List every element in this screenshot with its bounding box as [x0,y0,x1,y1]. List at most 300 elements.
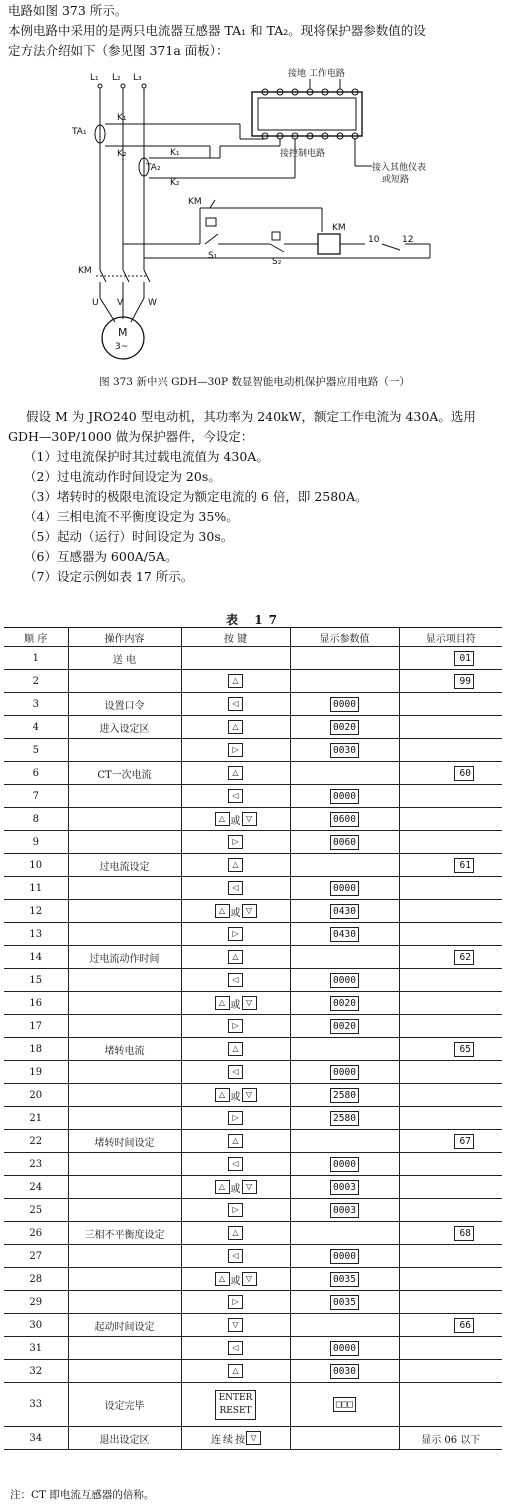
table-row [4,1383,502,1427]
up-arrow-key-icon: △ [228,1226,243,1240]
cell-display-value [290,1314,399,1337]
table-row [4,762,502,785]
key-text: 或 [230,999,241,1011]
display-symbol-box: 67 [454,1134,474,1149]
cell-display-value [290,693,399,716]
label-other: 接入其他仪表 [372,163,427,173]
cell-order: 21 [4,1107,68,1130]
table-row [4,1314,502,1337]
down-arrow-key-icon: ▽ [242,1088,257,1102]
cell-operation [68,1291,181,1314]
label-l3: L₃ [133,73,142,83]
cell-display-symbol [399,946,502,969]
cell-key [181,1222,290,1245]
cell-order: 10 [4,854,68,877]
cell-key [181,1038,290,1061]
settings-list-item: （5）起动（运行）时间设定为 30s。 [24,529,234,544]
up-arrow-key-icon: △ [215,812,230,826]
table-row [4,785,502,808]
label-km-main: KM [78,266,92,276]
cell-display-value [290,1360,399,1383]
cell-operation: 过电流动作时间 [68,946,181,969]
key-text: 或 [230,907,241,919]
label-l1: L₁ [90,73,99,83]
table-row [4,1222,502,1245]
cell-display-symbol [399,670,502,693]
display-value-box: 2580 [330,1111,359,1126]
table-row [4,854,502,877]
settings-list-item: （3）堵转时的极限电流设定为额定电流的 6 倍，即 2580A。 [24,489,368,504]
table-row [4,946,502,969]
cell-key [181,1360,290,1383]
cell-display-value [290,1107,399,1130]
table-row [4,877,502,900]
display-symbol-box: 68 [454,1226,474,1241]
display-value-box: 0000 [330,881,359,896]
cell-key [181,1153,290,1176]
table-row [4,900,502,923]
label-k2a: K₂ [117,149,127,159]
display-value-box: 0000 [330,1157,359,1172]
table-row [4,1360,502,1383]
cell-key [181,1107,290,1130]
cell-display-value [290,1015,399,1038]
cell-operation: 设定完毕 [68,1383,181,1427]
label-terminal-12: 12 [402,235,414,245]
table-row [4,1130,502,1153]
cell-order: 23 [4,1153,68,1176]
cell-key [181,877,290,900]
cell-display-symbol [399,647,502,670]
cell-order: 26 [4,1222,68,1245]
cell-order: 2 [4,670,68,693]
cell-display-symbol [399,1383,502,1427]
cell-display-symbol [399,1176,502,1199]
down-arrow-key-icon: ▽ [246,1431,261,1445]
display-value-box: 0000 [330,1249,359,1264]
settings-list-item: （4）三相电流不平衡度设定为 35%。 [24,509,239,524]
cell-key [181,900,290,923]
cell-operation [68,808,181,831]
table-row [4,831,502,854]
cell-operation: CT一次电流 [68,762,181,785]
cell-display-value [290,1038,399,1061]
up-arrow-key-icon: △ [215,996,230,1010]
settings-list-item: （6）互感器为 600A/5A。 [24,549,178,564]
cell-display-value [290,1337,399,1360]
table-row [4,1291,502,1314]
cell-order: 30 [4,1314,68,1337]
cell-display-symbol [399,1245,502,1268]
label-motor: M [118,326,128,339]
left-arrow-key-icon: ◁ [228,881,243,895]
cell-display-value [290,969,399,992]
cell-display-symbol [399,854,502,877]
cell-order: 34 [4,1427,68,1450]
body-para-1: 假设 M 为 JRO240 型电动机，其功率为 240kW，额定工作电流为 430A。选用 [26,409,476,424]
table-row [4,1268,502,1291]
display-symbol-box: 65 [454,1042,474,1057]
display-value-box: 0000 [330,697,359,712]
cell-key [181,1015,290,1038]
cell-order: 33 [4,1383,68,1427]
cell-display-symbol [399,1222,502,1245]
cell-key [181,1199,290,1222]
down-arrow-key-icon: ▽ [228,1318,243,1332]
cell-order: 1 [4,647,68,670]
up-arrow-key-icon: △ [215,1088,230,1102]
label-k1a: K₁ [117,113,127,123]
cell-order: 27 [4,1245,68,1268]
intro-line-1: 电路如图 373 所示。 [8,3,128,18]
cell-order: 20 [4,1084,68,1107]
cell-operation [68,1084,181,1107]
cell-operation [68,992,181,1015]
cell-operation [68,1107,181,1130]
cell-operation: 堵转电流 [68,1038,181,1061]
cell-order: 24 [4,1176,68,1199]
table-row [4,716,502,739]
cell-order: 22 [4,1130,68,1153]
display-symbol-box: 60 [454,766,474,781]
display-value-box: 0430 [330,904,359,919]
up-arrow-key-icon: △ [215,904,230,918]
enter-reset-key: ENTER RESET [215,1390,257,1420]
display-value-box: 0003 [330,1203,359,1218]
intro-line-3: 定方法介绍如下（参见图 371a 面板）： [8,43,229,58]
up-arrow-key-icon: △ [228,674,243,688]
cell-operation [68,877,181,900]
cell-display-symbol [399,1038,502,1061]
cell-order: 9 [4,831,68,854]
cell-display-value [290,1199,399,1222]
up-arrow-key-icon: △ [228,766,243,780]
display-value-box: □□□ [333,1397,356,1412]
cell-display-symbol [399,1268,502,1291]
label-s2: S₂ [272,257,282,267]
cell-operation: 起动时间设定 [68,1314,181,1337]
cell-operation: 过电流设定 [68,854,181,877]
settings-list-item: （1）过电流保护时其过载电流值为 430A。 [24,449,269,464]
table-header-row [4,628,502,647]
right-arrow-key-icon: ▷ [228,927,243,941]
cell-operation [68,1337,181,1360]
cell-display-symbol [399,1084,502,1107]
cell-display-value [290,831,399,854]
cell-display-symbol [399,1107,502,1130]
cell-display-value [290,1291,399,1314]
cell-operation: 三相不平衡度设定 [68,1222,181,1245]
cell-key [181,1130,290,1153]
cell-key [181,854,290,877]
settings-list-item: （7）设定示例如表 17 所示。 [24,569,194,584]
cell-order: 6 [4,762,68,785]
cell-key [181,831,290,854]
cell-operation [68,969,181,992]
display-value-box: 0000 [330,789,359,804]
cell-display-symbol [399,831,502,854]
label-ta1: TA₁ [72,127,87,137]
cell-key [181,716,290,739]
cell-display-symbol [399,716,502,739]
right-arrow-key-icon: ▷ [228,743,243,757]
table-row [4,923,502,946]
table-note: 注：CT 即电流互感器的倍称。 [10,1489,155,1501]
intro-line-2: 本例电路中采用的是两只电流器互感器 TA₁ 和 TA₂。现将保护器参数值的设 [8,23,426,38]
display-value-box: 0000 [330,1065,359,1080]
cell-order: 25 [4,1199,68,1222]
label-ground-work: 接地 工作电路 [288,69,345,79]
key-text: 续 [223,1434,233,1446]
cell-order: 5 [4,739,68,762]
cell-display-symbol [399,923,502,946]
table-row [4,647,502,670]
cell-key [181,739,290,762]
cell-display-symbol [399,1130,502,1153]
cell-operation [68,1153,181,1176]
key-text: 或 [230,815,241,827]
display-value-box: 0600 [330,812,359,827]
table-row [4,1337,502,1360]
cell-key [181,693,290,716]
cell-display-symbol [399,900,502,923]
table-row [4,1061,502,1084]
right-arrow-key-icon: ▷ [228,1295,243,1309]
cell-operation [68,1176,181,1199]
header-display-symbol: 显示项目符 [399,628,502,647]
cell-order: 13 [4,923,68,946]
cell-display-value [290,1245,399,1268]
cell-key [181,969,290,992]
cell-key [181,647,290,670]
cell-display-value [290,808,399,831]
display-symbol-box: 61 [454,858,474,873]
right-arrow-key-icon: ▷ [228,1203,243,1217]
cell-operation: 设置口令 [68,693,181,716]
cell-operation [68,785,181,808]
cell-key [181,1245,290,1268]
cell-order: 15 [4,969,68,992]
cell-display-value [290,900,399,923]
up-arrow-key-icon: △ [228,950,243,964]
figure-caption: 图 373 新中兴 GDH—30P 数显智能电动机保护器应用电路（一） [99,376,410,388]
cell-display-symbol [399,785,502,808]
down-arrow-key-icon: ▽ [242,812,257,826]
display-value-box: 0000 [330,973,359,988]
cell-key [181,1291,290,1314]
cell-display-value [290,1268,399,1291]
display-symbol-box: 99 [454,674,474,689]
cell-display-value [290,1061,399,1084]
display-value-box: 0000 [330,1341,359,1356]
cell-display-symbol [399,1015,502,1038]
cell-display-symbol [399,1291,502,1314]
header-order: 顺 序 [4,628,68,647]
table-title: 表 17 [226,613,283,627]
cell-display-symbol [399,1153,502,1176]
label-motor-sub: 3~ [115,342,129,352]
label-k1b: K₁ [170,148,180,158]
cell-display-value [290,1130,399,1153]
cell-display-value [290,1084,399,1107]
display-value-box: 0430 [330,927,359,942]
cell-display-symbol [399,877,502,900]
table-row [4,1199,502,1222]
cell-key [181,670,290,693]
cell-operation [68,900,181,923]
cell-display-value [290,1427,399,1450]
down-arrow-key-icon: ▽ [242,1180,257,1194]
up-arrow-key-icon: △ [228,858,243,872]
label-control: 接控制电路 [280,149,326,159]
body-para-2: GDH—30P/1000 做为保护器件，今设定： [8,429,254,444]
cell-key [181,1314,290,1337]
cell-display-value [290,1222,399,1245]
header-key: 按 键 [181,628,290,647]
header-operation: 操作内容 [68,628,181,647]
cell-display-symbol [399,1427,502,1450]
display-symbol-box: 62 [454,950,474,965]
label-terminal-10: 10 [368,235,380,245]
cell-order: 7 [4,785,68,808]
settings-list-item: （2）过电流动作时间设定为 20s。 [24,469,221,484]
display-value-box: 0030 [330,1364,359,1379]
cell-order: 4 [4,716,68,739]
cell-operation [68,1199,181,1222]
cell-order: 18 [4,1038,68,1061]
cell-display-value [290,854,399,877]
left-arrow-key-icon: ◁ [228,697,243,711]
cell-operation [68,739,181,762]
cell-operation [68,923,181,946]
cell-display-value [290,1383,399,1427]
cell-key [181,1084,290,1107]
cell-operation [68,831,181,854]
table-row [4,1084,502,1107]
label-other2: 或短路 [382,175,410,185]
cell-display-symbol [399,1314,502,1337]
cell-display-value [290,762,399,785]
cell-display-value [290,992,399,1015]
cell-display-value [290,647,399,670]
label-l2: L₂ [112,73,121,83]
down-arrow-key-icon: ▽ [242,1272,257,1286]
cell-key [181,946,290,969]
cell-key [181,1061,290,1084]
cell-display-symbol [399,992,502,1015]
label-km-coil: KM [332,223,346,233]
cell-operation: 送 电 [68,647,181,670]
label-v: V [117,298,124,308]
down-arrow-key-icon: ▽ [242,996,257,1010]
cell-order: 3 [4,693,68,716]
cell-display-value [290,739,399,762]
cell-display-symbol [399,1337,502,1360]
table-row [4,1038,502,1061]
cell-display-value [290,923,399,946]
left-arrow-key-icon: ◁ [228,1249,243,1263]
cell-order: 32 [4,1360,68,1383]
cell-key [181,808,290,831]
cell-display-symbol [399,739,502,762]
left-arrow-key-icon: ◁ [228,973,243,987]
display-value-box: 0035 [330,1272,359,1287]
table-row [4,693,502,716]
table-row [4,969,502,992]
cell-display-value [290,670,399,693]
label-w: W [148,298,157,308]
cell-operation: 堵转时间设定 [68,1130,181,1153]
cell-display-symbol [399,1360,502,1383]
up-arrow-key-icon: △ [215,1272,230,1286]
cell-order: 19 [4,1061,68,1084]
cell-operation [68,1268,181,1291]
cell-display-symbol [399,693,502,716]
table-row [4,1015,502,1038]
left-arrow-key-icon: ◁ [228,1157,243,1171]
cell-display-value [290,1153,399,1176]
table-row [4,1245,502,1268]
cell-operation [68,1360,181,1383]
cell-order: 14 [4,946,68,969]
table-row [4,1427,502,1450]
table-row [4,1153,502,1176]
table-row [4,739,502,762]
up-arrow-key-icon: △ [215,1180,230,1194]
right-arrow-key-icon: ▷ [228,1111,243,1125]
label-s1: S₁ [208,251,218,261]
cell-key [181,1383,290,1427]
cell-display-value [290,946,399,969]
cell-display-symbol [399,808,502,831]
cell-display-symbol [399,1199,502,1222]
label-u: U [92,298,99,308]
display-value-box: 0020 [330,720,359,735]
display-value-box: 2580 [330,1088,359,1103]
cell-order: 31 [4,1337,68,1360]
cell-display-value [290,877,399,900]
cell-operation: 退出设定区 [68,1427,181,1450]
cell-key [181,992,290,1015]
cell-operation: 进入设定区 [68,716,181,739]
display-value-box: 0030 [330,743,359,758]
table-row [4,992,502,1015]
left-arrow-key-icon: ◁ [228,789,243,803]
left-arrow-key-icon: ◁ [228,1065,243,1079]
cell-order: 17 [4,1015,68,1038]
cell-order: 12 [4,900,68,923]
up-arrow-key-icon: △ [228,1042,243,1056]
key-text: 连 [211,1434,221,1446]
up-arrow-key-icon: △ [228,1364,243,1378]
header-display-value: 显示参数值 [290,628,399,647]
display-value-box: 0035 [330,1295,359,1310]
cell-display-symbol [399,1061,502,1084]
cell-display-symbol [399,969,502,992]
cell-key [181,762,290,785]
key-text: 或 [230,1091,241,1103]
cell-key [181,1427,290,1450]
key-text: 按 [235,1434,245,1446]
key-text: 或 [230,1275,241,1287]
cell-order: 8 [4,808,68,831]
cell-key [181,923,290,946]
display-value-box: 0003 [330,1180,359,1195]
cell-key [181,1176,290,1199]
cell-order: 16 [4,992,68,1015]
cell-operation [68,1015,181,1038]
circuit-diagram [60,62,460,372]
